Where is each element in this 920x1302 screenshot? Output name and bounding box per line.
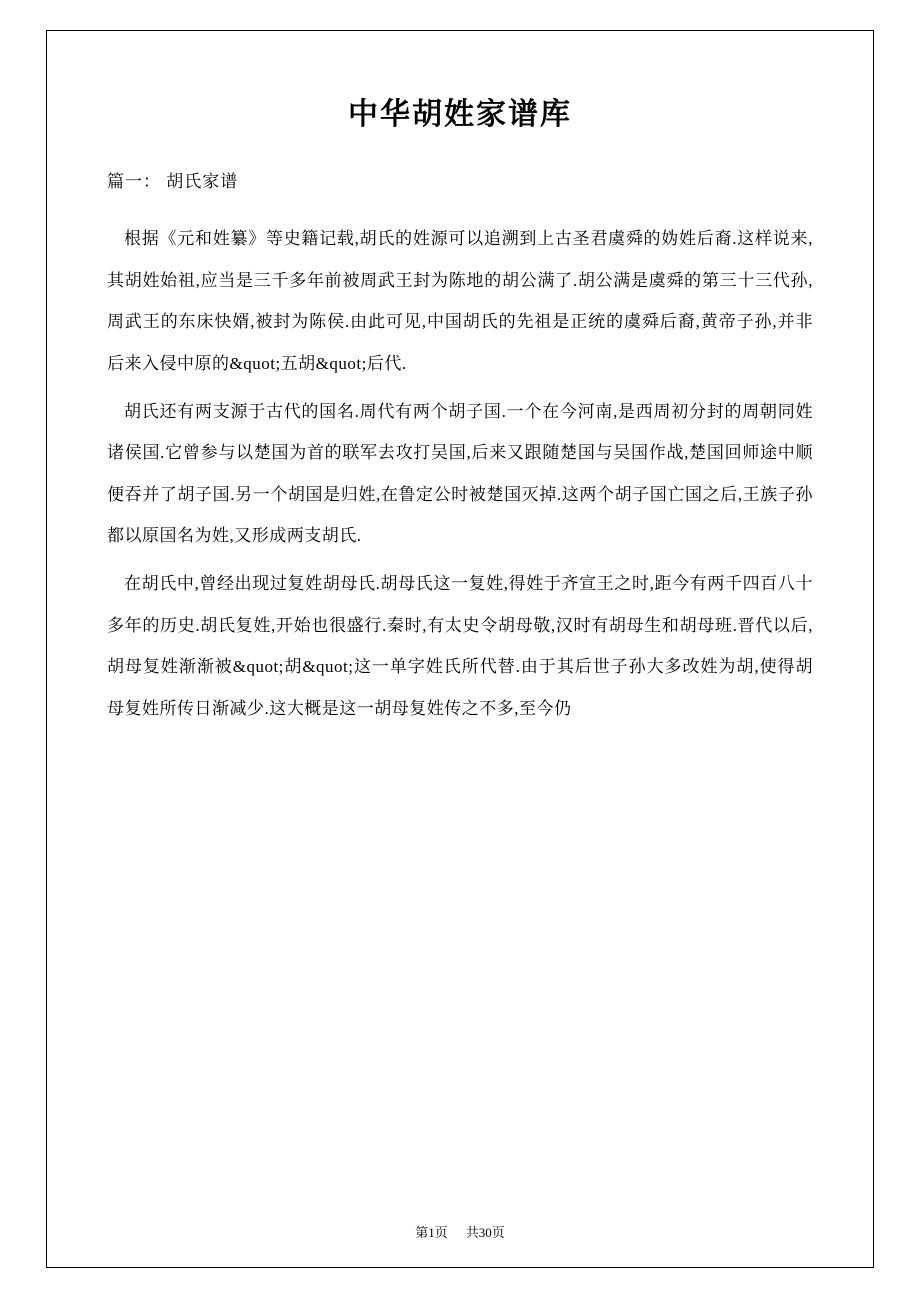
footer-total-prefix: 共 (465, 1225, 479, 1240)
footer-total-pages: 30 (478, 1225, 492, 1240)
page-footer (47, 1222, 873, 1241)
paragraph-1: 根据《元和姓纂》等史籍记载,胡氏的姓源可以追溯到上古圣君虞舜的妫姓后裔.这样说来,其胡姓始祖,应当是三千多年前被周武王封为陈地的胡公满了.胡公满是虞舜的第三十三代孙,周武王的东床快婿,被封为陈侯.由此可见,中国胡氏的先祖是正统的虞舜后裔,黄帝子孙,并非后来入侵中原的&quot;五胡&quot;后代. (107, 229, 813, 373)
paragraph-3: 在胡氏中,曾经出现过复姓胡母氏.胡母氏这一复姓,得姓于齐宣王之时,距今有两千四百八十多年的历史.胡氏复姓,开始也很盛行.秦时,有太史令胡母敬,汉时有胡母生和胡母班.晋代以后,胡母复姓渐渐被&quot;胡&quot;这一单字姓氏所代替.由于其后世子孙大多改姓为胡,使得胡母复姓所传日渐减少.这大概是这一胡母复姓传之不多,至今仍 (107, 574, 813, 719)
page-title: 中华胡姓家谱库 (348, 98, 572, 131)
document-page (46, 30, 874, 1268)
footer-page-number: 1 (428, 1225, 435, 1240)
footer-page-suffix: 页 (434, 1225, 448, 1240)
footer-page-prefix: 第 (415, 1225, 429, 1240)
paragraph-2: 胡氏还有两支源于古代的国名.周代有两个胡子国.一个在今河南,是西周初分封的周朝同姓诸侯国.它曾参与以楚国为首的联军去攻打吴国,后来又跟随楚国与吴国作战,楚国回师途中顺便吞并了胡子国.另一个胡国是归姓,在鲁定公时被楚国灭掉.这两个胡子国亡国之后,王族子孙都以原国名为姓,又形成两支胡氏. (107, 401, 813, 546)
footer-total-suffix: 页 (491, 1225, 505, 1240)
section-label: 篇一： 胡氏家谱 (107, 172, 239, 191)
page-content (107, 89, 813, 736)
